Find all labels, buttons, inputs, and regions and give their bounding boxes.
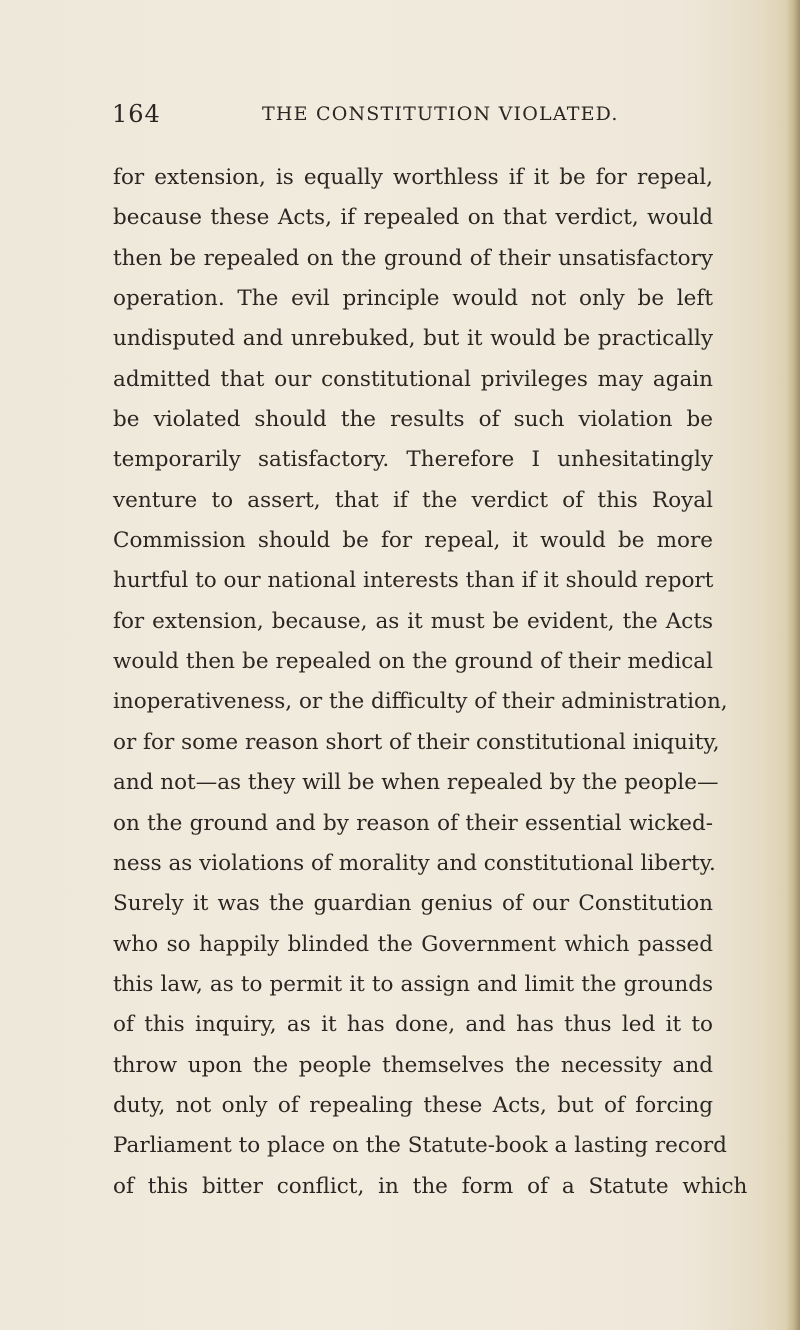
text-line: would then be repealed on the ground of their medical: [113, 649, 713, 675]
text-line: Commission should be for repeal, it would be more: [113, 528, 713, 554]
text-line: or for some reason short of their constitutional iniquity,: [113, 729, 720, 755]
text-line: of this bitter conflict, in the form of a Statute which: [113, 1173, 748, 1199]
text-line: because these Acts, if repealed on that verdict, would: [113, 205, 713, 231]
page-number: 164: [112, 100, 161, 128]
text-line: ness as violations of morality and constitutional liberty.: [113, 850, 716, 876]
text-line: throw upon the people themselves the necessity and: [113, 1052, 713, 1078]
text-line: for extension, is equally worthless if it be for repeal,: [113, 165, 713, 190]
text-line: Surely it was the guardian genius of our Constitution: [113, 891, 713, 917]
text-line: venture to assert, that if the verdict of this Royal: [113, 487, 713, 513]
page-header: [112, 100, 712, 136]
text-line: and not—as they will be when repealed by the people—: [113, 770, 719, 796]
page-edge-shadow: [786, 0, 800, 1330]
text-line: be violated should the results of such violation be: [113, 407, 713, 433]
text-line: of this inquiry, as it has done, and has thus led it to: [113, 1012, 713, 1038]
text-line: this law, as to permit it to assign and limit the grounds: [113, 971, 713, 997]
text-line: duty, not only of repealing these Acts, but of forcing: [113, 1092, 713, 1118]
text-line: operation. The evil principle would not only be left: [113, 286, 713, 312]
text-line: Parliament to place on the Statute-book a lasting record: [113, 1133, 727, 1159]
text-line: then be repealed on the ground of their unsatisfactory: [113, 245, 713, 271]
text-line: on the ground and by reason of their essential wicked-: [113, 810, 713, 836]
body-text: [113, 162, 748, 1211]
text-line: admitted that our constitutional privileges may again: [113, 366, 713, 392]
text-line: inoperativeness, or the difficulty of their administration,: [113, 689, 728, 715]
text-line: hurtful to our national interests than if it should report: [113, 568, 714, 594]
text-line: who so happily blinded the Government which passed: [113, 931, 713, 957]
text-line: for extension, because, as it must be evident, the Acts: [113, 608, 713, 634]
text-line: undisputed and unrebuked, but it would be practically: [113, 326, 713, 352]
running-head: THE CONSTITUTION VIOLATED.: [262, 103, 619, 125]
text-line: temporarily satisfactory. Therefore I unhesitatingly: [113, 447, 713, 473]
